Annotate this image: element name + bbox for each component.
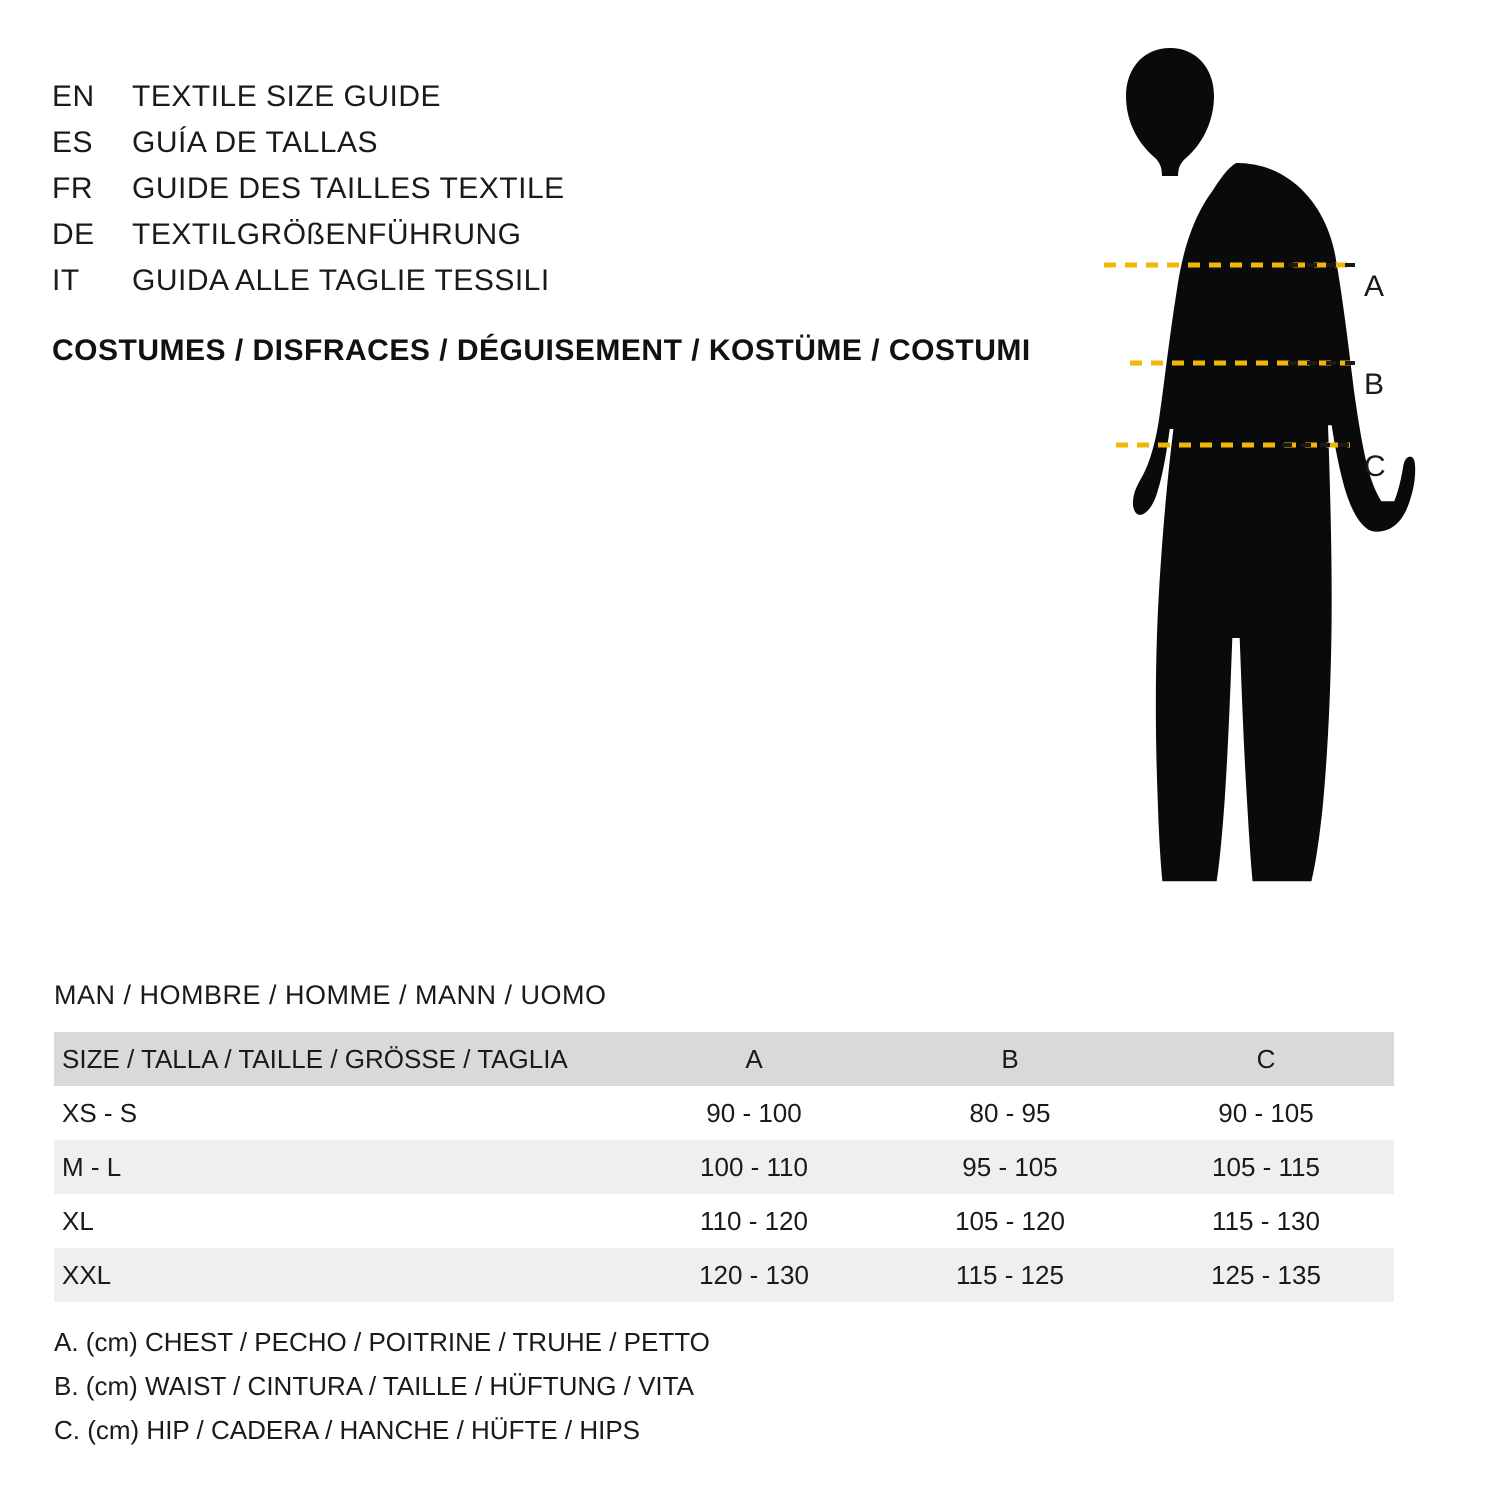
cell-size: XS - S bbox=[62, 1097, 138, 1128]
cell-c: 105 - 115 bbox=[1212, 1151, 1320, 1182]
table-header-row bbox=[54, 1032, 1394, 1086]
cell-c: 115 - 130 bbox=[1212, 1205, 1320, 1236]
cell-size: XXL bbox=[62, 1259, 112, 1290]
language-row-de bbox=[52, 212, 952, 258]
figure-area bbox=[1020, 30, 1440, 950]
language-code-de: DE bbox=[52, 218, 95, 251]
language-text-de: TEXTILGRÖßENFÜHRUNG bbox=[132, 218, 522, 251]
language-row-en bbox=[52, 74, 952, 120]
language-row-it bbox=[52, 258, 952, 304]
cell-size: M - L bbox=[62, 1151, 122, 1182]
table-row bbox=[54, 1086, 1394, 1140]
legend-line-c: C. (cm) HIP / CADERA / HANCHE / HÜFTE / HIPS bbox=[54, 1415, 641, 1445]
table-row bbox=[54, 1140, 1394, 1194]
cell-a: 120 - 130 bbox=[699, 1259, 809, 1290]
cell-b: 95 - 105 bbox=[962, 1151, 1058, 1182]
language-code-it: IT bbox=[52, 264, 80, 297]
column-header-b: B bbox=[1001, 1043, 1019, 1074]
column-header-a: A bbox=[745, 1043, 763, 1074]
legend bbox=[54, 1320, 710, 1452]
cell-c: 125 - 135 bbox=[1211, 1259, 1321, 1290]
marker-label-b: B bbox=[1364, 368, 1385, 401]
table-row bbox=[54, 1194, 1394, 1248]
cell-size: XL bbox=[62, 1205, 94, 1236]
table-row bbox=[54, 1248, 1394, 1302]
cell-c: 90 - 105 bbox=[1218, 1097, 1314, 1128]
cell-a: 100 - 110 bbox=[700, 1151, 808, 1182]
language-text-en: TEXTILE SIZE GUIDE bbox=[132, 80, 442, 113]
language-text-fr: GUIDE DES TAILLES TEXTILE bbox=[132, 172, 565, 205]
marker-label-c: C bbox=[1364, 450, 1386, 483]
language-text-es: GUÍA DE TALLAS bbox=[132, 126, 378, 159]
size-table bbox=[54, 1032, 1394, 1302]
table-header bbox=[54, 1032, 1394, 1086]
language-row-fr bbox=[52, 166, 952, 212]
language-code-en: EN bbox=[52, 80, 95, 113]
page-subtitle: COSTUMES / DISFRACES / DÉGUISEMENT / KOSTÜME / COSTUMI bbox=[52, 334, 1031, 367]
measurement-lines bbox=[1020, 30, 1440, 950]
column-header-size: SIZE / TALLA / TAILLE / GRÖSSE / TAGLIA bbox=[62, 1043, 568, 1074]
cell-b: 115 - 125 bbox=[956, 1259, 1064, 1290]
language-text-it: GUIDA ALLE TAGLIE TESSILI bbox=[132, 264, 550, 297]
language-code-fr: FR bbox=[52, 172, 93, 205]
cell-a: 110 - 120 bbox=[700, 1205, 808, 1236]
table-body bbox=[54, 1086, 1394, 1302]
cell-b: 105 - 120 bbox=[955, 1205, 1065, 1236]
language-code-es: ES bbox=[52, 126, 94, 159]
language-list bbox=[52, 74, 952, 304]
table-title: MAN / HOMBRE / HOMME / MANN / UOMO bbox=[54, 980, 607, 1010]
cell-b: 80 - 95 bbox=[969, 1097, 1051, 1128]
column-header-c: C bbox=[1256, 1043, 1276, 1074]
marker-label-a: A bbox=[1364, 270, 1385, 303]
language-row-es bbox=[52, 120, 952, 166]
legend-line-b: B. (cm) WAIST / CINTURA / TAILLE / HÜFTUNG / VITA bbox=[54, 1371, 694, 1401]
legend-line-a: A. (cm) CHEST / PECHO / POITRINE / TRUHE / PETTO bbox=[54, 1327, 710, 1357]
cell-a: 90 - 100 bbox=[706, 1097, 802, 1128]
